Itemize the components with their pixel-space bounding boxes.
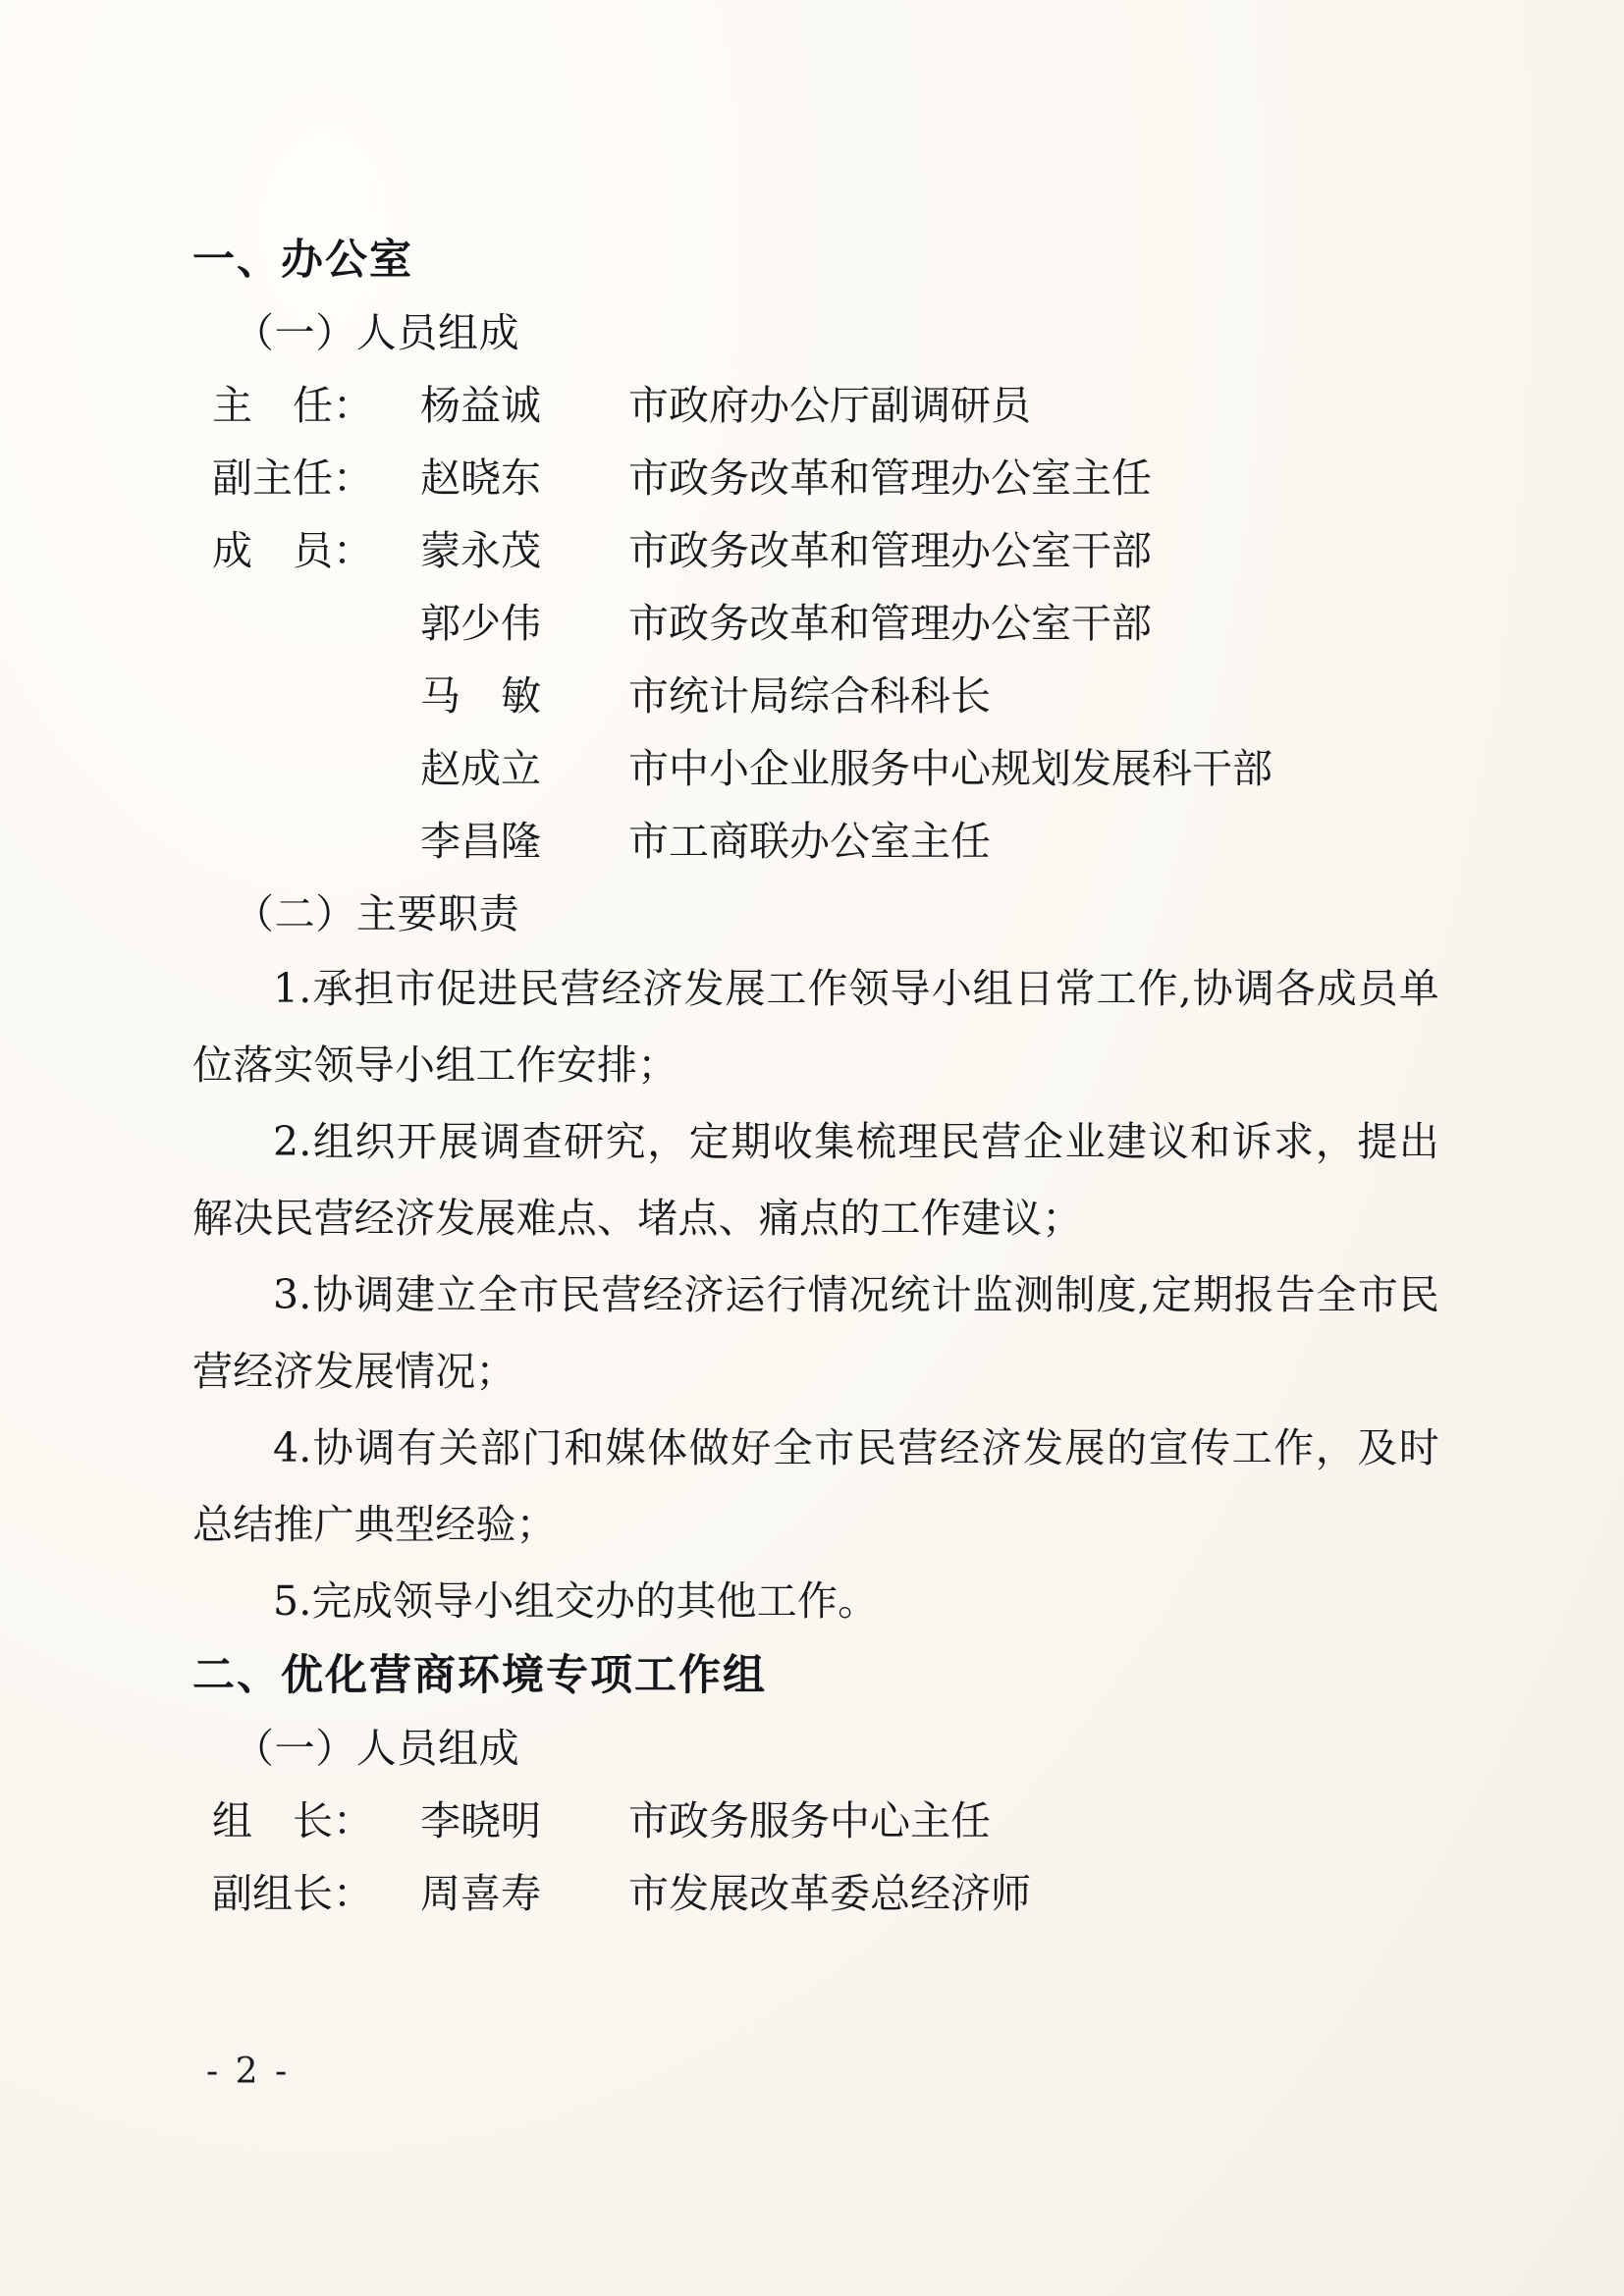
roster-row [192,514,1439,587]
roster-title: 市政务服务中心主任 [628,1797,991,1844]
roster-name: 李昌隆 [420,818,541,865]
roster-row [192,732,1439,805]
roster-row [192,369,1439,442]
roster-role: 副主任： [212,454,373,502]
section-heading-1: 一、办公室 [192,236,413,285]
roster-title: 市工商联办公室主任 [628,818,991,865]
duty-item-4: 4.协调有关部门和媒体做好全市民营经济发展的宣传工作，及时总结推广典型经验； [192,1424,1439,1548]
roster-title: 市统计局综合科科长 [628,672,991,720]
roster-name: 赵晓东 [420,454,541,502]
subsection-heading-2-1: （一）人员组成 [234,1725,520,1772]
roster-title: 市政务改革和管理办公室主任 [628,454,1152,502]
roster-title: 市政府办公厅副调研员 [628,382,1031,429]
roster-name: 李晓明 [420,1797,541,1844]
roster-role: 成 员： [212,527,373,574]
document-body [192,224,1439,1930]
roster-title: 市中小企业服务中心规划发展科干部 [628,745,1272,792]
roster-row [192,805,1439,878]
roster-title: 市政务改革和管理办公室干部 [628,527,1152,574]
roster-name: 杨益诚 [420,382,541,429]
roster-role: 副组长： [212,1870,373,1917]
roster-role: 主 任： [212,382,373,429]
roster-name: 周喜寿 [420,1870,541,1917]
roster-row [192,660,1439,732]
roster-row [192,1785,1439,1857]
page-number: - 2 - [206,2052,291,2092]
roster-name: 郭少伟 [420,600,541,647]
duty-item-2: 2.组织开展调查研究，定期收集梳理民营企业建议和诉求，提出解决民营经济发展难点、堵点、痛点的工作建议； [192,1118,1439,1242]
roster-name: 马 敏 [420,672,541,720]
roster-row [192,587,1439,660]
duty-item-3: 3.协调建立全市民营经济运行情况统计监测制度,定期报告全市民营经济发展情况； [192,1271,1439,1395]
subsection-heading-1-1: （一）人员组成 [234,309,520,356]
roster-row [192,1857,1439,1930]
roster-role: 组 长： [212,1797,373,1844]
section-heading-2: 二、优化营商环境专项工作组 [192,1651,767,1700]
duty-item-1: 1.承担市促进民营经济发展工作领导小组日常工作,协调各成员单位落实领导小组工作安排； [192,965,1439,1089]
roster-name: 蒙永茂 [420,527,541,574]
duty-item-5: 5.完成领导小组交办的其他工作。 [273,1577,879,1625]
roster-name: 赵成立 [420,745,541,792]
roster-title: 市政务改革和管理办公室干部 [628,600,1152,647]
roster-title: 市发展改革委总经济师 [628,1870,1031,1917]
subsection-heading-1-2: （二）主要职责 [234,890,520,937]
roster-row [192,442,1439,514]
